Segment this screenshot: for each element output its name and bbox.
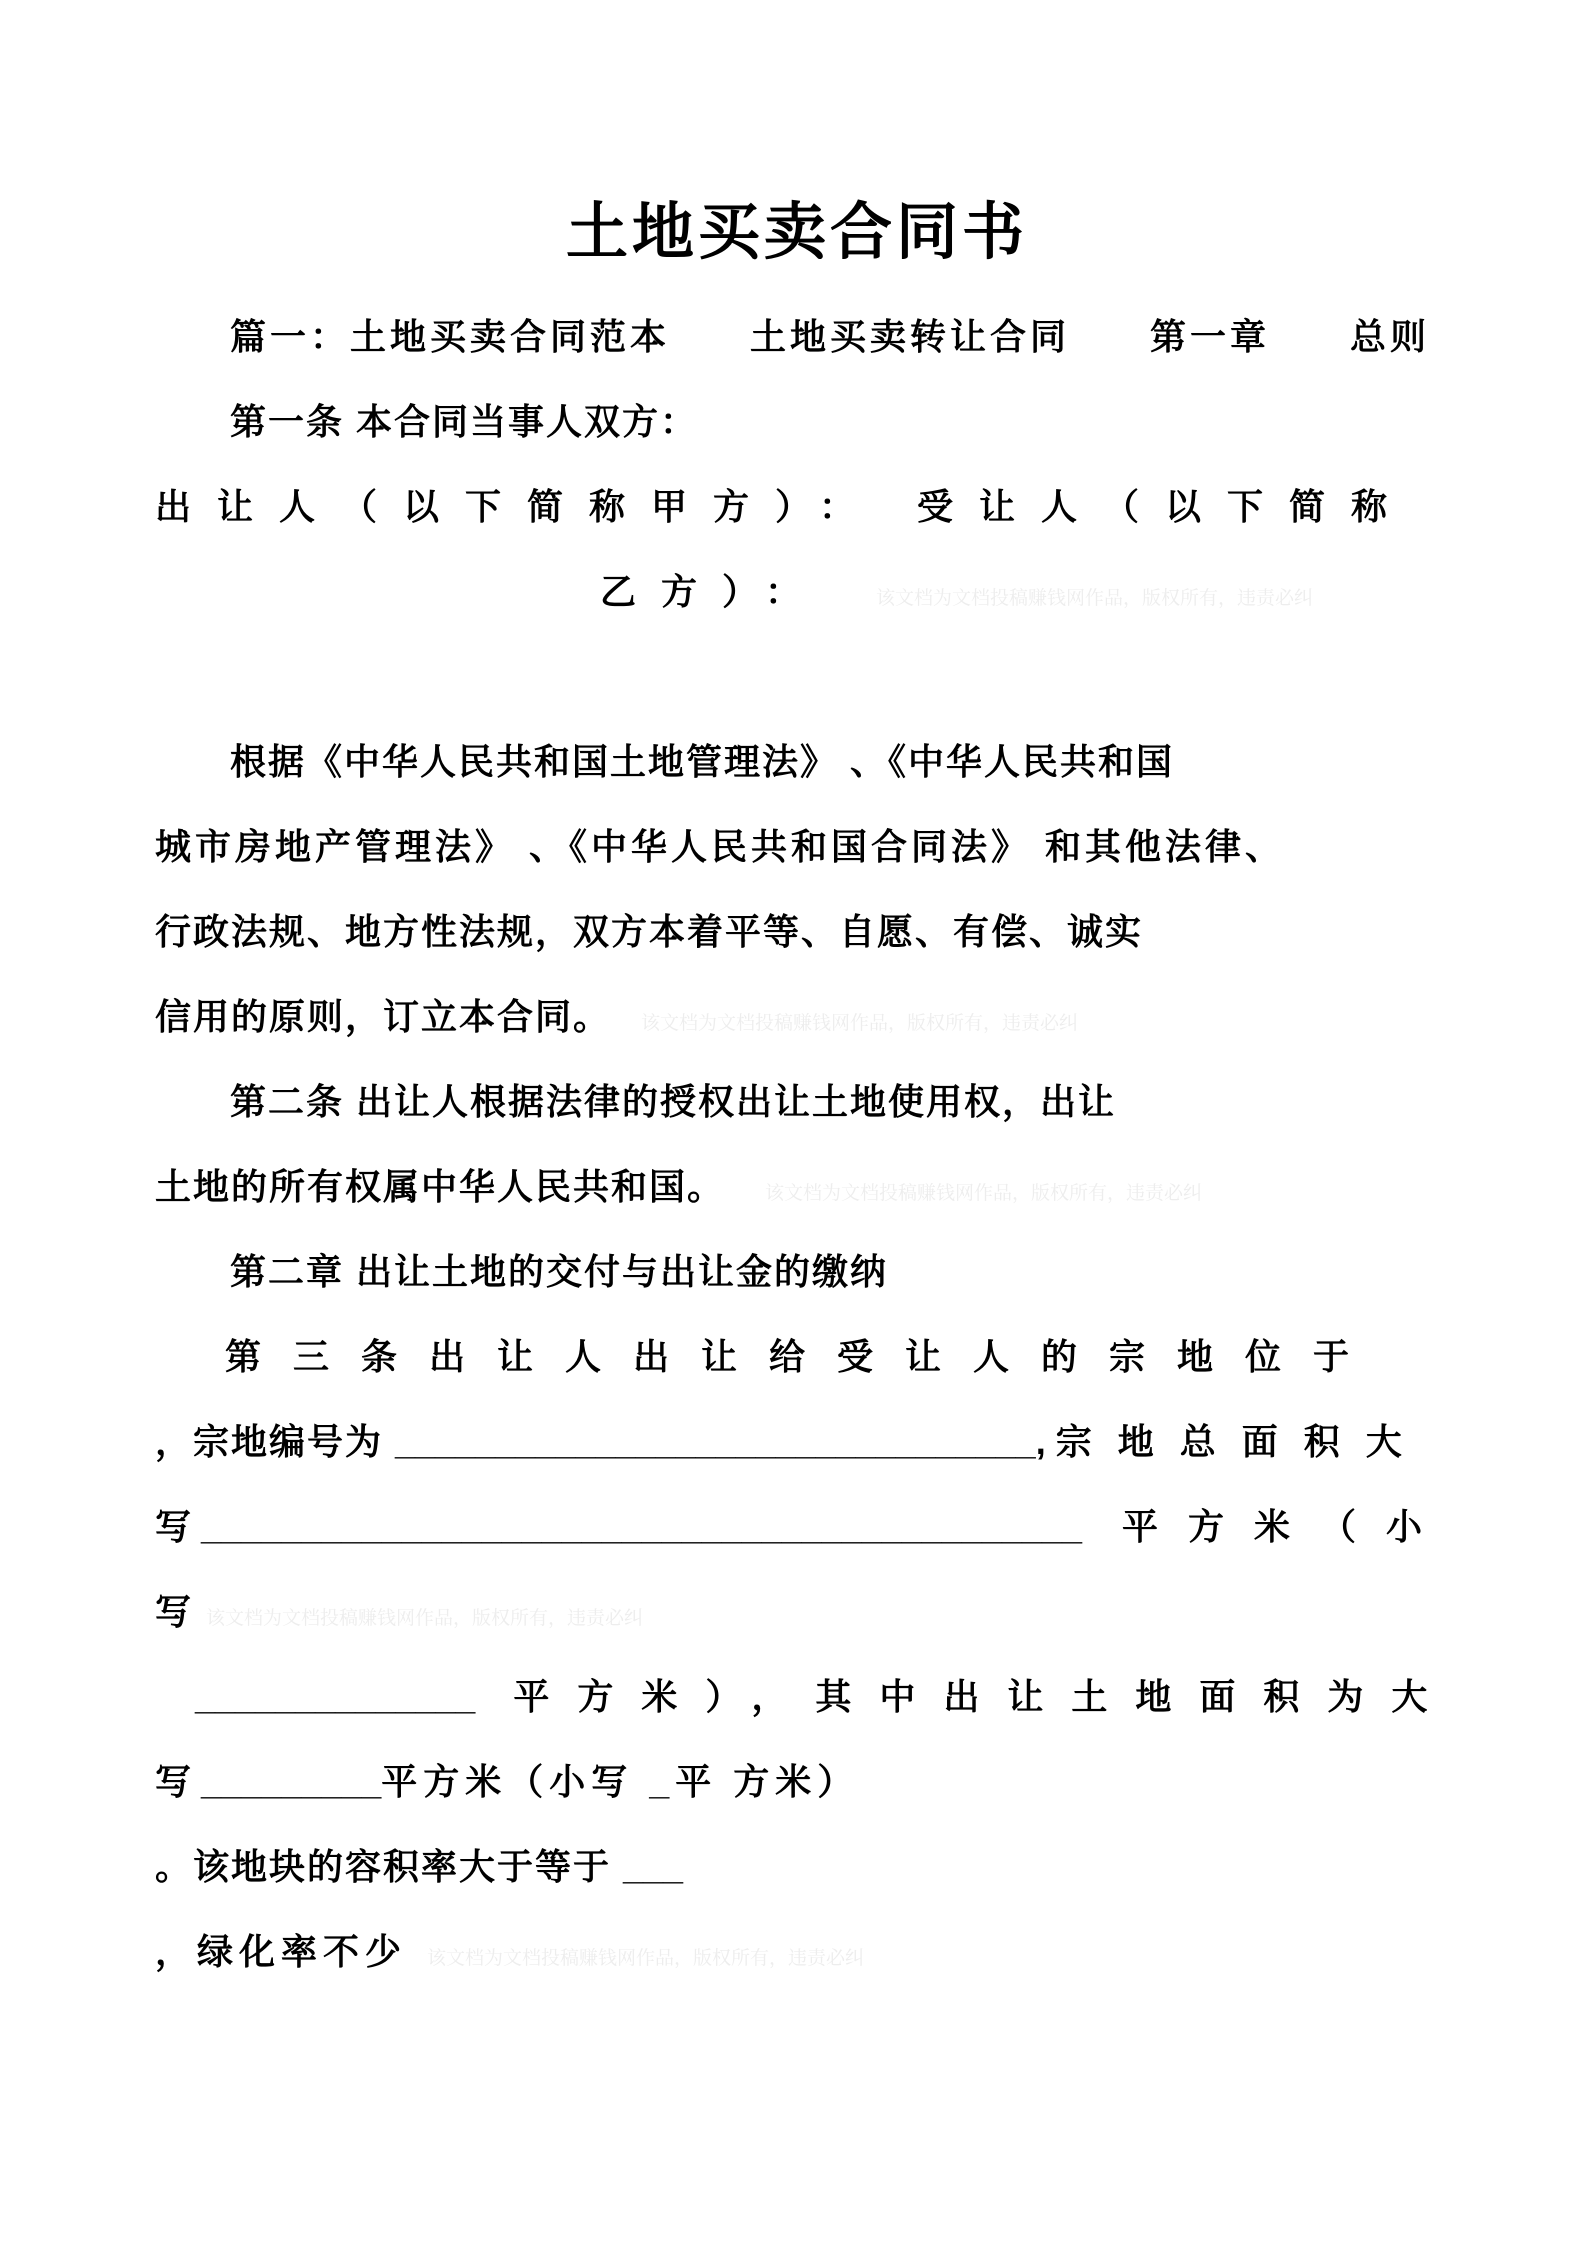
greening-rate-label: ，绿化率不少 bbox=[155, 1931, 408, 1972]
write-label: 写 bbox=[155, 1761, 202, 1802]
paragraph-line-article3: 第三条出让人出让给受让人的宗地位于 bbox=[225, 1336, 1382, 1377]
blank-underline: ____________________________________________ bbox=[201, 1506, 1082, 1547]
area-numerals-label: 平方米（小写 _平 方米） bbox=[381, 1761, 860, 1802]
write-label: 写 bbox=[155, 1591, 192, 1632]
paragraph-line-party-b bbox=[155, 549, 1554, 634]
square-meters-label: 平方米（小 bbox=[1081, 1506, 1452, 1547]
paragraph-line-chapter2: 第二章 出让土地的交付与出让金的缴纳 bbox=[230, 1251, 889, 1292]
paragraph-line-law2: 城市房地产管理法》 、《中华人民共和国合同法》 和其他法律、 bbox=[155, 826, 1286, 867]
document-body bbox=[0, 294, 1594, 1994]
plot-ratio-label: 。该地块的容积率大于等于 bbox=[155, 1846, 624, 1887]
paragraph-line-intro: 篇一：土地买卖合同范本 土地买卖转让合同 第一章 总则 bbox=[230, 316, 1431, 357]
watermark: 该文档为文档投稿赚钱网作品，版权所有，违责必纠 bbox=[765, 1183, 1203, 1204]
parcel-area-label: 宗地总面积大 bbox=[1055, 1421, 1428, 1462]
paragraph-line-plot-ratio bbox=[155, 1824, 1554, 1909]
paragraph-line-ownership bbox=[155, 1144, 1554, 1229]
document-title: 土地买卖合同书 bbox=[565, 198, 1028, 267]
paragraph-line-area-words2 bbox=[155, 1569, 1554, 1654]
paragraph-line-transfer-area bbox=[155, 1654, 1554, 1739]
parcel-number-label: ，宗地编号为 bbox=[155, 1421, 396, 1462]
blank-line bbox=[155, 634, 1554, 719]
blank-underline: ______________ bbox=[195, 1676, 476, 1717]
transfer-area-label: 平方米），其中出让土地面积为大 bbox=[475, 1676, 1456, 1717]
paragraph-line-law1: 根据《中华人民共和国土地管理法》 、《中华人民共和国 bbox=[230, 741, 1175, 782]
watermark: 该文档为文档投稿赚钱网作品，版权所有，违责必纠 bbox=[206, 1608, 644, 1629]
paragraph-line-area-words1 bbox=[155, 1484, 1554, 1569]
blank-underline: ___ bbox=[623, 1846, 684, 1887]
separator-text: , bbox=[1035, 1421, 1056, 1462]
paragraph-line-parcel-number bbox=[155, 1399, 1554, 1484]
paragraph-line-law4 bbox=[155, 974, 1554, 1059]
paragraph-line-parties: 出让人（以下简称甲方）： 受让人（以下简称 bbox=[155, 486, 1414, 527]
paragraph-line-article1: 第一条 本合同当事人双方： bbox=[230, 401, 699, 442]
watermark: 该文档为文档投稿赚钱网作品，版权所有，违责必纠 bbox=[641, 1013, 1079, 1034]
paragraph-line-article2: 第二条 出让人根据法律的授权出让土地使用权，出让 bbox=[230, 1081, 1117, 1122]
paragraph-line-greening-rate bbox=[155, 1909, 1554, 1994]
party-b-text: 乙方）： bbox=[600, 571, 827, 612]
paragraph-line-law3: 行政法规、地方性法规，双方本着平等、自愿、有偿、诚实 bbox=[155, 911, 1144, 952]
blank-underline: ________________________________ bbox=[395, 1421, 1036, 1462]
watermark: 该文档为文档投稿赚钱网作品，版权所有，违责必纠 bbox=[427, 1948, 865, 1969]
watermark: 该文档为文档投稿赚钱网作品，版权所有，违责必纠 bbox=[876, 588, 1314, 609]
area-words-label: 写 bbox=[155, 1506, 202, 1547]
paragraph-line-area-numerals bbox=[155, 1739, 1554, 1824]
law4-text: 信用的原则，订立本合同。 bbox=[155, 996, 612, 1037]
blank-underline: _________ bbox=[201, 1761, 382, 1802]
ownership-text: 土地的所有权属中华人民共和国。 bbox=[155, 1166, 726, 1207]
